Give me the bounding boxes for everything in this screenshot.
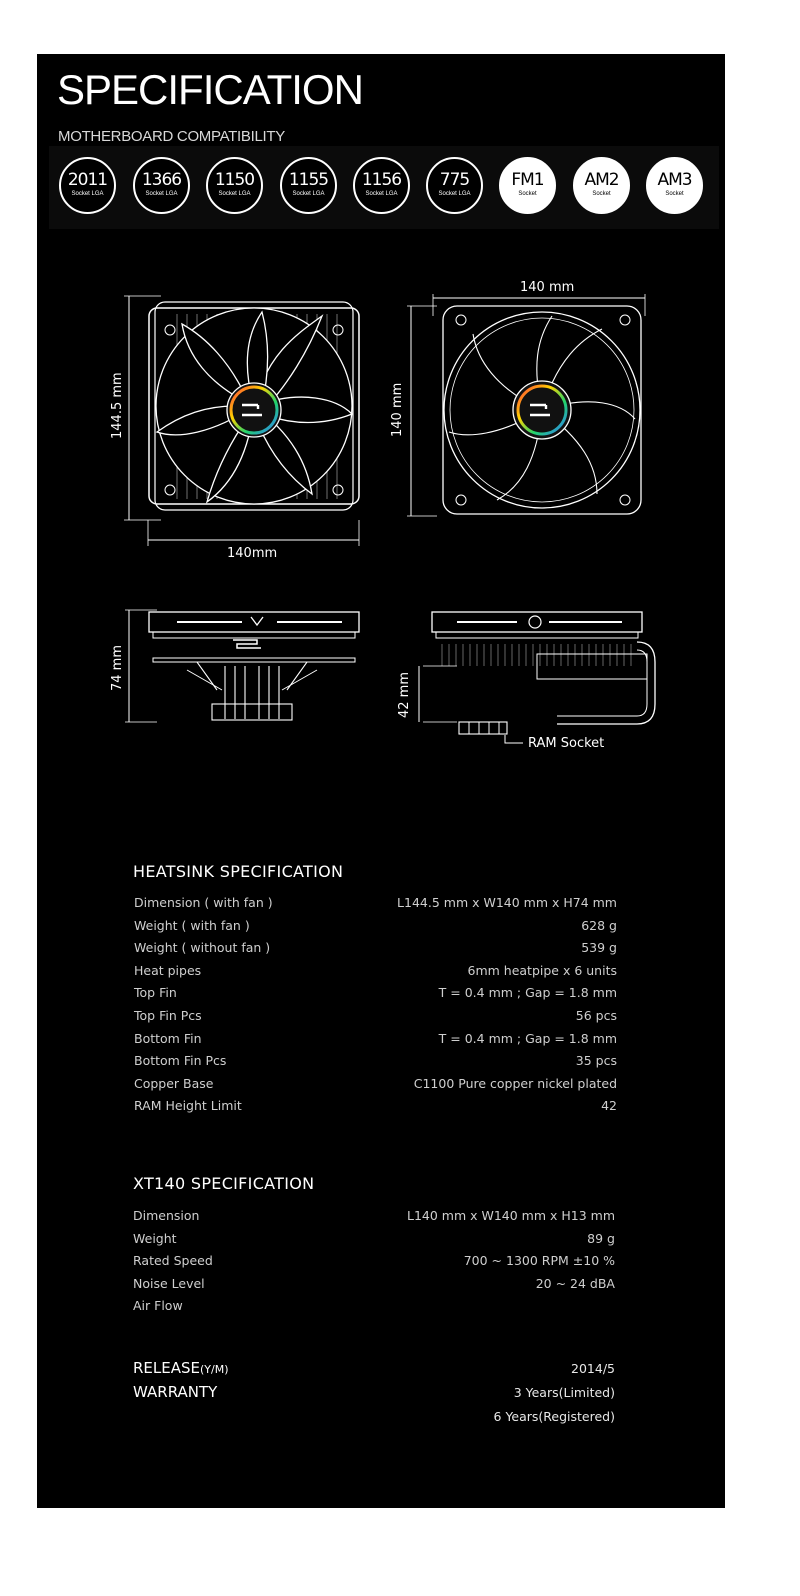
fan-spec-title: XT140 SPECIFICATION (133, 1174, 315, 1193)
spec-key: Rated Speed (133, 1253, 213, 1269)
spec-key: Top Fin Pcs (134, 1007, 202, 1023)
spec-value: C1100 Pure copper nickel plated (413, 1075, 617, 1091)
spec-key: Dimension ( with fan ) (134, 895, 273, 910)
ram-clearance-drawing (419, 612, 655, 743)
socket-number: FM1 (511, 170, 544, 190)
spec-key: Weight ( with fan ) (134, 917, 250, 933)
spec-row (133, 1273, 615, 1296)
spec-value: 89 g (587, 1230, 615, 1246)
spec-row (134, 960, 617, 983)
cooler-diagrams (37, 54, 725, 814)
spec-value: T = 0.4 mm ; Gap = 1.8 mm (438, 985, 617, 1001)
warranty-label: WARRANTY (133, 1383, 218, 1401)
fan-spec-table (133, 1205, 615, 1318)
spec-key: Top Fin (134, 985, 177, 1001)
spec-key: Heat pipes (134, 962, 202, 978)
socket-number: 1156 (361, 170, 402, 190)
spec-key: Copper Base (134, 1075, 214, 1091)
heatsink-spec-table (134, 892, 617, 1118)
heatsink-spec-title: HEATSINK SPECIFICATION (133, 862, 344, 881)
front-width-label: 140mm (227, 546, 278, 561)
release-label (133, 1359, 229, 1377)
spec-row (134, 1095, 617, 1118)
spec-row (134, 1073, 617, 1096)
spec-value: 20 ~ 24 dBA (535, 1275, 615, 1291)
side-view-drawing (125, 610, 359, 722)
ram-height-label: 42 mm (397, 671, 412, 718)
side-height-label: 74 mm (110, 644, 125, 691)
fan-width-label: 140 mm (520, 280, 575, 295)
spec-key: Weight (133, 1230, 177, 1246)
socket-caption: Socket LGA (71, 191, 104, 197)
warranty-limited: 3 Years(Limited) (513, 1385, 615, 1400)
socket-number: 1155 (288, 170, 329, 190)
warranty-registered: 6 Years(Registered) (493, 1409, 615, 1424)
spec-row (134, 892, 617, 915)
spec-row (133, 1228, 615, 1251)
socket-caption: Socket LGA (218, 191, 251, 197)
spec-value: L140 mm x W140 mm x H13 mm (406, 1208, 615, 1223)
spec-key: RAM Height Limit (134, 1098, 242, 1114)
socket-caption: Socket (518, 191, 537, 197)
spec-row (133, 1205, 615, 1228)
spec-row (134, 982, 617, 1005)
spec-value: L144.5 mm x W140 mm x H74 mm (397, 895, 617, 910)
spec-row (134, 1005, 617, 1028)
release-text: RELEASE (133, 1359, 200, 1377)
spec-row (134, 937, 617, 960)
page-title: SPECIFICATION (57, 66, 363, 113)
spec-key: Noise Level (133, 1275, 205, 1291)
spec-value: 35 pcs (575, 1053, 617, 1069)
socket-number: AM2 (584, 170, 619, 190)
socket-caption: Socket LGA (292, 191, 325, 197)
socket-number: 1366 (141, 170, 182, 190)
socket-number: 1150 (214, 170, 255, 190)
spec-key: Dimension (133, 1208, 200, 1223)
front-height-label: 144.5 mm (110, 372, 125, 439)
socket-caption: Socket LGA (365, 191, 398, 197)
socket-caption: Socket LGA (438, 191, 471, 197)
spec-value: T = 0.4 mm ; Gap = 1.8 mm (438, 1030, 617, 1046)
compatibility-subtitle: MOTHERBOARD COMPATIBILITY (58, 128, 285, 145)
spec-value: 628 g (581, 917, 617, 933)
spec-key: Bottom Fin Pcs (134, 1053, 227, 1069)
spec-key: Weight ( without fan ) (134, 940, 271, 956)
spec-value: 6mm heatpipe x 6 units (467, 962, 617, 978)
spec-value: 700 ~ 1300 RPM ±10 % (463, 1253, 615, 1269)
fan-height-label: 140 mm (390, 382, 405, 437)
release-unit: (Y/M) (200, 1363, 229, 1376)
spec-key: Air Flow (133, 1298, 183, 1314)
fan-view-drawing (407, 294, 645, 516)
spec-value: 539 g (581, 940, 617, 956)
socket-number: 2011 (67, 170, 108, 190)
release-value: 2014/5 (571, 1361, 615, 1376)
spec-row (134, 1050, 617, 1073)
specification-panel (37, 54, 725, 1508)
socket-caption: Socket LGA (145, 191, 178, 197)
front-view-drawing (124, 296, 359, 546)
spec-value: 42 (601, 1098, 617, 1114)
spec-row (134, 1028, 617, 1051)
spec-row (133, 1295, 615, 1318)
spec-key: Bottom Fin (134, 1030, 202, 1046)
spec-row (133, 1250, 615, 1273)
socket-caption: Socket (592, 191, 611, 197)
ram-socket-label: RAM Socket (528, 736, 605, 751)
socket-number: 775 (439, 170, 470, 190)
socket-caption: Socket (665, 191, 684, 197)
socket-number: AM3 (657, 170, 692, 190)
spec-value: 56 pcs (575, 1007, 617, 1023)
spec-row (134, 915, 617, 938)
